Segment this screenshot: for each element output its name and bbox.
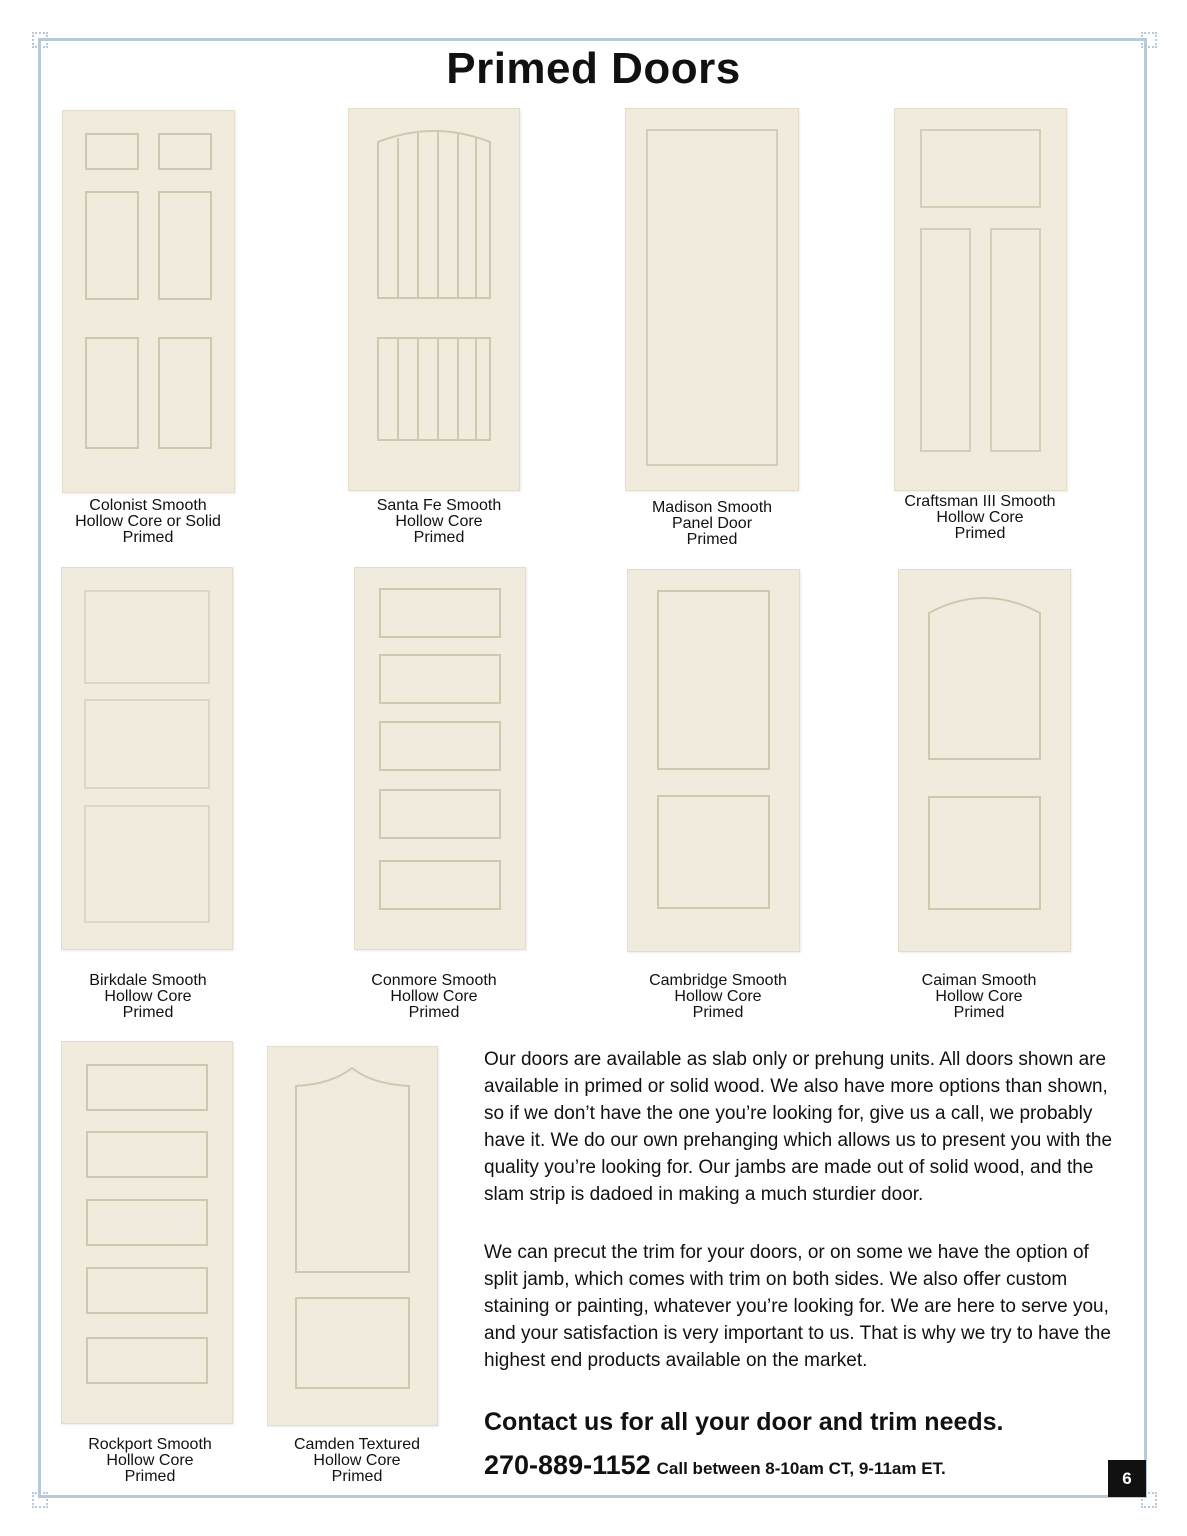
door-caption: Caiman Smooth Hollow Core Primed [921, 972, 1037, 1021]
contact-headline: Contact us for all your door and trim needs. [484, 1408, 1004, 1436]
description-paragraph: We can precut the trim for your doors, or on some we have the option of split jamb, which comes with trim on both sides. We also offer custom staining or painting, whatever you’re looking for. We are here to serve you, and your satisfaction is very important to us. That is why we try to have the highest end products available on the market. [484, 1242, 1111, 1371]
door-caption: Craftsman III Smooth Hollow Core Primed [904, 493, 1056, 542]
page-number: 6 [1108, 1460, 1146, 1497]
door-image-madison [625, 108, 799, 491]
door-image-colonist [62, 110, 235, 493]
door-image-caiman [898, 569, 1071, 952]
door-image-rockport [61, 1041, 233, 1424]
door-image-camden [267, 1046, 438, 1426]
door-image-craftsman [894, 108, 1067, 491]
door-caption: Birkdale Smooth Hollow Core Primed [89, 972, 207, 1021]
phone-number[interactable]: 270-889-1152 [484, 1450, 651, 1480]
door-caption: Rockport Smooth Hollow Core Primed [88, 1436, 212, 1485]
description-paragraph: Our doors are available as slab only or prehung units. All doors shown are available in primed or solid wood. We also have more options than shown, so if we don’t have the one you’re looking for, give us a call, we probably have it. We do our own prehanging which allows us to present you with the quality you’re looking for. Our jambs are made out of solid wood, and the slam strip is dadoed in making a much sturdier door. [484, 1049, 1113, 1205]
door-caption: Camden Textured Hollow Core Primed [294, 1436, 420, 1485]
door-caption: Conmore Smooth Hollow Core Primed [371, 972, 497, 1021]
door-caption: Santa Fe Smooth Hollow Core Primed [376, 497, 502, 546]
phone-line [484, 1450, 946, 1481]
border-corner [32, 1492, 48, 1508]
door-image-birkdale [61, 567, 233, 950]
door-caption: Cambridge Smooth Hollow Core Primed [649, 972, 787, 1021]
call-hours: Call between 8-10am CT, 9-11am ET. [656, 1459, 946, 1478]
door-image-conmore [354, 567, 526, 950]
door-caption: Madison Smooth Panel Door Primed [651, 499, 773, 548]
door-image-santa-fe [348, 108, 520, 491]
door-image-cambridge [627, 569, 800, 952]
door-caption: Colonist Smooth Hollow Core or Solid Primed [75, 497, 221, 546]
page-title: Primed Doors [446, 44, 741, 93]
